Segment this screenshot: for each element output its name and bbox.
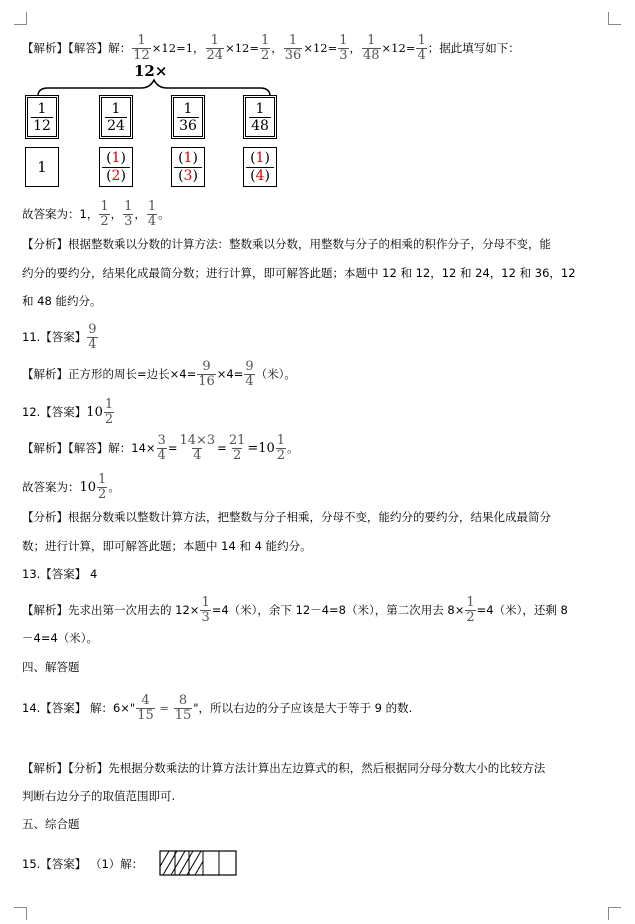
top-fraction-box-2: 1 24 bbox=[99, 95, 133, 139]
page-corner-mark bbox=[608, 12, 621, 25]
solution-10-equations: 【解析】【解答】解： $\frac{1}{12}$ ×12=1， $\frac{1}{24}$ ×12= $\frac{1}{2}$ ， $\frac{1}{36}$ ×12= $\frac{1}{3}$ ， $\frac{1}{48}$ ×12= $\frac{1}{4}$ ；据此填写如下： bbox=[22, 33, 520, 63]
answer-12-final: 故答案为：10 $\frac{1}{2}$ 。 bbox=[22, 472, 120, 502]
page-corner-mark bbox=[14, 12, 27, 25]
section-heading-5: 五、综合题 bbox=[22, 817, 80, 831]
analysis-14-line-1: 【解析】【分析】先根据分数乘法的计算方法计算出左边算式的积，然后根据同分母分数大小的比较方法 bbox=[22, 761, 546, 775]
fraction: $\frac{1}{2}$ bbox=[104, 397, 114, 427]
fraction: $\frac{21}{2}$ bbox=[228, 433, 246, 463]
answer-14: 14.【答案】 解：6×" $\frac{4}{15}$ = $\frac{8}{15}$ "，所以右边的分子应该是大于等于 9 的数. bbox=[22, 693, 413, 723]
fraction: $\frac{14\times 3}{4}$ bbox=[179, 433, 216, 463]
fraction: $\frac{1}{24}$ bbox=[206, 33, 224, 63]
fraction: $\frac{1}{2}$ bbox=[276, 433, 286, 463]
fraction: $\frac{1}{48}$ bbox=[363, 33, 380, 63]
fraction: $\frac{1}{2}$ bbox=[260, 33, 270, 63]
solution-11: 【解析】正方形的周长=边长×4= $\frac{9}{16}$ ×4= $\frac{9}{4}$ （米）。 bbox=[22, 359, 296, 389]
analysis-10-line-2: 约分的要约分，结果化成最简分数；进行计算，即可解答此题；本题中 12 和 12，12 和 24，12 和 36，12 bbox=[22, 266, 576, 280]
page-corner-mark bbox=[608, 907, 621, 920]
shaded-rectangle-figure bbox=[159, 850, 237, 876]
fraction: $\frac{3}{4}$ bbox=[157, 433, 166, 463]
fraction: $\frac{1}{12}$ bbox=[133, 33, 150, 63]
fraction: $\frac{1}{3}$ bbox=[124, 199, 133, 229]
multiplier-label: 12× bbox=[134, 62, 168, 80]
fraction: $\frac{1}{3}$ bbox=[339, 33, 348, 63]
top-fraction-box-3: 1 36 bbox=[171, 95, 205, 139]
answer-10: 故答案为：1， $\frac{1}{2}$ ， $\frac{1}{3}$ ， $\frac{1}{4}$ 。 bbox=[22, 199, 170, 229]
answer-12: 12.【答案】10 $\frac{1}{2}$ bbox=[22, 397, 114, 427]
fraction: $\frac{1}{4}$ bbox=[147, 199, 157, 229]
bottom-answer-box-4: (1) (4) bbox=[243, 147, 277, 187]
fraction: $\frac{1}{36}$ bbox=[284, 33, 302, 63]
fraction: $\frac{1}{3}$ bbox=[201, 595, 210, 625]
fraction: $\frac{8}{15}$ bbox=[174, 693, 192, 723]
analysis-10-line-1: 【分析】根据整数乘以分数的计算方法：整数乘以分数，用整数与分子的相乘的积作分子，分母不变，能 bbox=[22, 237, 551, 251]
bottom-answer-box-3: (1) (3) bbox=[171, 147, 205, 187]
solution-13-line-2: －4=4（米）。 bbox=[22, 631, 99, 645]
fraction: $\frac{4}{15}$ bbox=[137, 693, 154, 723]
solution-13-line-1: 【解析】先求出第一次用去的 12× $\frac{1}{3}$ =4（米），余下 12－4=8（米），第二次用去 8× $\frac{1}{2}$ =4（米），还剩 8 bbox=[22, 595, 568, 625]
top-fraction-box-4: 1 48 bbox=[243, 95, 277, 139]
fraction: $\frac{1}{2}$ bbox=[466, 595, 475, 625]
fraction: $\frac{9}{16}$ bbox=[198, 359, 215, 389]
fraction: $\frac{9}{4}$ bbox=[88, 322, 97, 352]
solution-12: 【解析】【解答】解：14× $\frac{3}{4}$ = $\frac{14\times 3}{4}$ = $\frac{21}{2}$ =10 $\frac{1}{2}$ 。 bbox=[22, 433, 299, 463]
analysis-12-line-1: 【分析】根据分数乘以整数计算方法，把整数与分子相乘，分母不变，能约分的要约分，结果化成最简分 bbox=[22, 510, 551, 524]
fraction: $\frac{1}{2}$ bbox=[100, 199, 109, 229]
fraction: $\frac{1}{2}$ bbox=[98, 472, 107, 502]
analysis-10-line-3: 和 48 能约分。 bbox=[22, 294, 102, 308]
brace bbox=[36, 78, 272, 98]
top-fraction-box-1: 1 12 bbox=[25, 95, 59, 139]
bottom-answer-box-1: 1 bbox=[25, 147, 59, 187]
answer-13: 13.【答案】 4 bbox=[22, 567, 98, 581]
answer-11: 11.【答案】 $\frac{9}{4}$ bbox=[22, 322, 97, 352]
section-heading-4: 四、解答题 bbox=[22, 660, 80, 674]
fraction: $\frac{1}{4}$ bbox=[417, 33, 426, 63]
fraction: $\frac{9}{4}$ bbox=[245, 359, 254, 389]
bottom-answer-box-2: (1) (2) bbox=[99, 147, 133, 187]
answer-15: 15.【答案】 （1）解： bbox=[22, 857, 144, 871]
analysis-14-line-2: 判断右边分子的取值范围即可. bbox=[22, 789, 176, 803]
analysis-12-line-2: 数；进行计算，即可解答此题；本题中 14 和 4 能约分。 bbox=[22, 539, 312, 553]
page-corner-mark bbox=[14, 907, 27, 920]
